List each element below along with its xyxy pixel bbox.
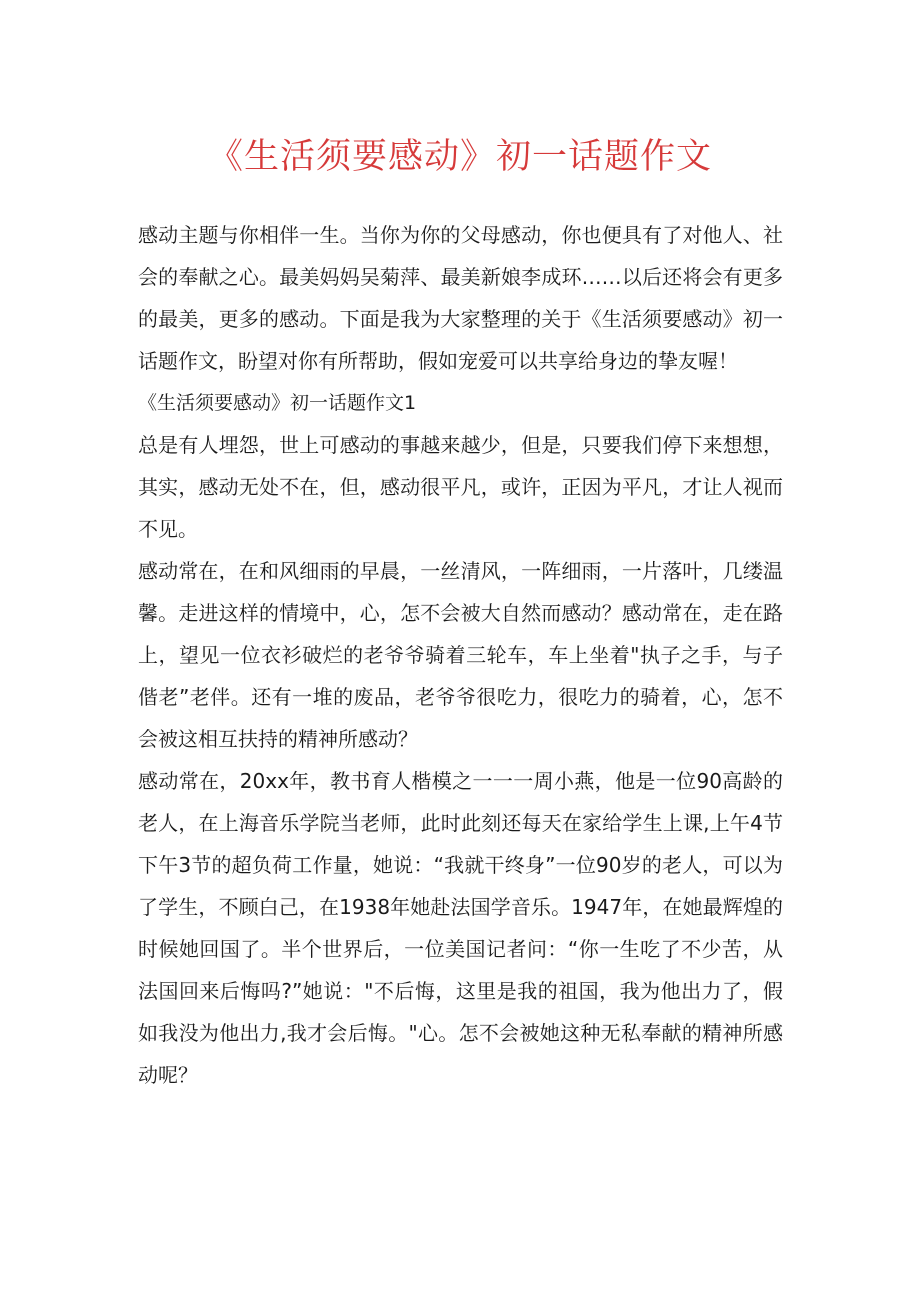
essay-paragraph-1: 总是有人埋怨，世上可感动的事越来越少，但是，只要我们停下来想想，其实，感动无处不在，但，感动很平凡，或许，正因为平凡，才让人视而不见。 xyxy=(138,433,783,541)
essay-paragraph-3: 感动常在，20xx年，教书育人楷模之一一一周小燕，他是一位90高龄的老人，在上海音乐学院当老师，此时此刻还每天在家给学生上课,上午4节下午3节的超负荷工作量，她说：“我就干终身”一位90岁的老人，可以为了学生，不顾白己，在1938年她赴法国学音乐。1947年，在她最辉煌的时候她回国了。半个世界后，一位美国记者问：“你一生吃了不少苦，从法国回来后悔吗?”她说："不后悔，这里是我的祖国，我为他出力了，假如我没为他出力,我才会后悔。"心。怎不会被她这种无私奉献的精神所感动呢？ xyxy=(138,769,783,1087)
document-title: 《生活须要感动》初一话题作文 xyxy=(207,137,712,177)
document-body xyxy=(138,214,783,1096)
section-heading: 《生活须要感动》初一话题作文1 xyxy=(138,392,417,414)
essay-paragraph-2: 感动常在，在和风细雨的早晨，一丝清风，一阵细雨，一片落叶，几缕温馨。走进这样的情境中，心，怎不会被大自然而感动？感动常在，走在路上，望见一位衣衫破烂的老爷爷骑着三轮车，车上坐着"执子之手，与子偕老”老伴。还有一堆的废品，老爷爷很吃力，很吃力的骑着，心，怎不会被这相互扶持的精神所感动？ xyxy=(138,559,783,751)
intro-paragraph: 感动主题与你相伴一生。当你为你的父母感动，你也便具有了对他人、社会的奉献之心。最美妈妈吴菊萍、最美新娘李成环……以后还将会有更多的最美，更多的感动。下面是我为大家整理的关于《生活须要感动》初一话题作文，盼望对你有所帮助，假如宠爱可以共享给身边的挚友喔！ xyxy=(138,223,783,373)
